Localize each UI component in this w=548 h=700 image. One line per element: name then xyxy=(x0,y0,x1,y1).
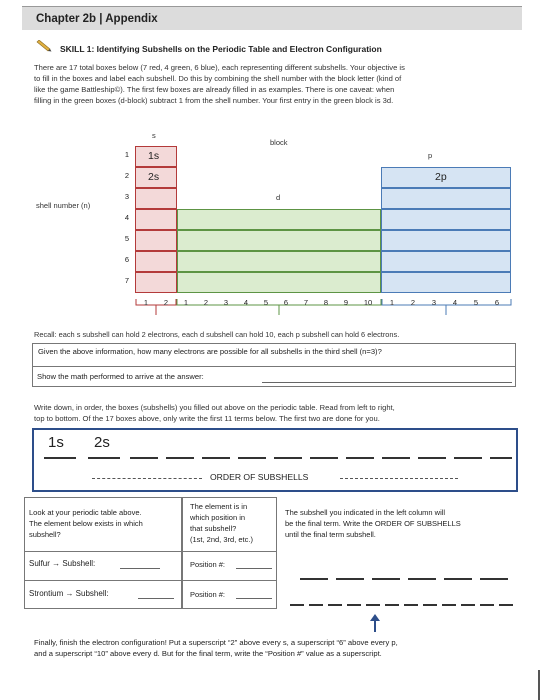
strontium-term-blank[interactable] xyxy=(404,604,418,606)
recall-text: Recall: each s subshell can hold 2 electrons, each d subshell can hold 10, each p subshell can hold 6 electrons. xyxy=(34,330,400,339)
s-block-label: s xyxy=(152,131,156,140)
second-term: 2s xyxy=(94,434,110,451)
sulfur-term-blank[interactable] xyxy=(408,578,436,580)
strontium-label: Strontium → Subshell: xyxy=(29,589,109,598)
strontium-term-blank[interactable] xyxy=(461,604,475,606)
order-left-dashes xyxy=(92,478,202,479)
d-box-2[interactable] xyxy=(177,230,381,251)
col1-line: The element below exists in which xyxy=(29,519,143,528)
strontium-term-blank[interactable] xyxy=(309,604,323,606)
col2-line: which position in xyxy=(190,513,246,522)
pencil-icon xyxy=(36,40,52,52)
term-blank-3[interactable] xyxy=(130,457,158,459)
p-box-2[interactable] xyxy=(381,188,511,209)
p-count: 6 xyxy=(494,298,500,307)
sulfur-term-blank[interactable] xyxy=(480,578,508,580)
intro-line-3: like the game Battleship©). The first few boxes are already filled in as examples. There is one caveat: when xyxy=(34,85,395,94)
p-entry: 2p xyxy=(435,171,447,183)
s-count: 1 xyxy=(143,298,149,307)
row-number: 6 xyxy=(124,255,130,264)
s-box-4[interactable] xyxy=(135,209,177,230)
col3-line: The subshell you indicated in the left column will xyxy=(285,508,446,517)
p-count: 4 xyxy=(452,298,458,307)
sulfur-term-blank[interactable] xyxy=(336,578,364,580)
shell-number-label: shell number (n) xyxy=(36,201,91,210)
math-label: Show the math performed to arrive at the answer: xyxy=(37,372,204,381)
col3-line: be the final term. Write the ORDER OF SUBSHELLS xyxy=(285,519,461,528)
skill-title: SKILL 1: Identifying Subshells on the Periodic Table and Electron Configuration xyxy=(60,44,382,54)
d-count: 2 xyxy=(203,298,209,307)
p-count: 5 xyxy=(473,298,479,307)
strontium-subshell-field[interactable] xyxy=(138,598,174,599)
question-divider xyxy=(32,366,516,367)
s-box-5[interactable] xyxy=(135,230,177,251)
strontium-position-label: Position #: xyxy=(190,590,226,599)
intro-line-1: There are 17 total boxes below (7 red, 4 green, 6 blue), each representing different subshells. Your objective is xyxy=(34,63,405,72)
strontium-term-blank[interactable] xyxy=(499,604,513,606)
up-arrow-icon xyxy=(369,613,381,633)
strontium-term-blank[interactable] xyxy=(385,604,399,606)
col3-line: until the final term subshell. xyxy=(285,530,376,539)
sulfur-term-blank[interactable] xyxy=(444,578,472,580)
d-box-3[interactable] xyxy=(177,251,381,272)
d-count: 1 xyxy=(183,298,189,307)
page-edge-mark xyxy=(538,670,540,700)
sulfur-position-label: Position #: xyxy=(190,560,226,569)
col1-line: Look at your periodic table above. xyxy=(29,508,142,517)
p-block-label: p xyxy=(428,151,433,160)
first-term: 1s xyxy=(48,434,64,451)
p-box-6[interactable] xyxy=(381,272,511,293)
math-answer-field[interactable] xyxy=(262,382,512,383)
intro-line-2: to fill in the boxes and label each subshell. Do this by combining the shell number with the block letter (kind of xyxy=(34,74,402,83)
sulfur-term-blank[interactable] xyxy=(372,578,400,580)
order-right-dashes xyxy=(340,478,458,479)
d-count: 7 xyxy=(303,298,309,307)
row-number: 4 xyxy=(124,213,130,222)
term-blank-8[interactable] xyxy=(310,457,338,459)
term-blank-1[interactable] xyxy=(44,457,76,459)
p-box-1[interactable] xyxy=(381,167,511,188)
s-count: 2 xyxy=(163,298,169,307)
sulfur-position-field[interactable] xyxy=(236,568,272,569)
term-blank-12[interactable] xyxy=(454,457,482,459)
term-blank-4[interactable] xyxy=(166,457,194,459)
row-number: 1 xyxy=(124,150,130,159)
term-blank-5[interactable] xyxy=(202,457,230,459)
strontium-term-blank[interactable] xyxy=(423,604,437,606)
strontium-term-blank[interactable] xyxy=(480,604,494,606)
row-number: 3 xyxy=(124,192,130,201)
strontium-term-blank[interactable] xyxy=(290,604,304,606)
sulfur-term-blank[interactable] xyxy=(300,578,328,580)
final-line-1: Finally, finish the electron configuration! Put a superscript “2” above every s, a superscript “6” above every p, xyxy=(34,638,398,647)
term-blank-13[interactable] xyxy=(490,457,512,459)
p-box-5[interactable] xyxy=(381,251,511,272)
final-line-2: and a superscript “10” above every d. But for the final term, write the “Position #” value as a superscript. xyxy=(34,649,382,658)
block-label: block xyxy=(270,138,288,147)
term-blank-6[interactable] xyxy=(238,457,266,459)
p-box-4[interactable] xyxy=(381,230,511,251)
p-count: 2 xyxy=(410,298,416,307)
term-blank-11[interactable] xyxy=(418,457,446,459)
d-count: 5 xyxy=(263,298,269,307)
col2-line: (1st, 2nd, 3rd, etc.) xyxy=(190,535,253,544)
chapter-header: Chapter 2b | Appendix xyxy=(22,6,522,30)
s-box-7[interactable] xyxy=(135,272,177,293)
s-box-6[interactable] xyxy=(135,251,177,272)
s-box-3[interactable] xyxy=(135,188,177,209)
p-count: 1 xyxy=(389,298,395,307)
d-count: 4 xyxy=(243,298,249,307)
d-block-label: d xyxy=(276,193,281,202)
order-instruction-1: Write down, in order, the boxes (subshells) you filled out above on the periodic table. Read from left to right, xyxy=(34,403,395,412)
d-count: 6 xyxy=(283,298,289,307)
s-box-1[interactable] xyxy=(135,146,177,167)
sulfur-label: Sulfur → Subshell: xyxy=(29,559,96,568)
p-count: 3 xyxy=(431,298,437,307)
col2-line: that subshell? xyxy=(190,524,237,533)
strontium-term-blank[interactable] xyxy=(366,604,380,606)
p-box-3[interactable] xyxy=(381,209,511,230)
table-row-line xyxy=(24,551,277,552)
d-count: 9 xyxy=(343,298,349,307)
term-blank-9[interactable] xyxy=(346,457,374,459)
row-number: 7 xyxy=(124,276,130,285)
order-instruction-2: top to bottom. Of the 17 boxes above, only write the first 11 terms below. The first two are done for you. xyxy=(34,414,380,423)
row-number: 2 xyxy=(124,171,130,180)
d-box-4[interactable] xyxy=(177,272,381,293)
term-blank-7[interactable] xyxy=(274,457,302,459)
d-count: 10 xyxy=(363,298,373,307)
s-entry: 1s xyxy=(148,150,160,162)
term-blank-2[interactable] xyxy=(88,457,120,459)
d-box-1[interactable] xyxy=(177,209,381,230)
strontium-term-blank[interactable] xyxy=(347,604,361,606)
row-number: 5 xyxy=(124,234,130,243)
s-entry: 2s xyxy=(148,171,160,183)
strontium-term-blank[interactable] xyxy=(328,604,342,606)
intro-line-4: filling in the green boxes (d-block) subtract 1 from the shell number. Your first entry in the green block is 3d. xyxy=(34,96,394,105)
col2-line: The element is in xyxy=(190,502,248,511)
d-count: 3 xyxy=(223,298,229,307)
term-blank-10[interactable] xyxy=(382,457,410,459)
strontium-position-field[interactable] xyxy=(236,598,272,599)
col1-line: subshell? xyxy=(29,530,61,539)
table-row-line xyxy=(24,580,277,581)
sulfur-subshell-field[interactable] xyxy=(120,568,160,569)
question-given: Given the above information, how many electrons are possible for all subshells in the third shell (n=3)? xyxy=(38,347,382,356)
order-label: ORDER OF SUBSHELLS xyxy=(210,472,309,482)
d-count: 8 xyxy=(323,298,329,307)
strontium-term-blank[interactable] xyxy=(442,604,456,606)
s-box-2[interactable] xyxy=(135,167,177,188)
